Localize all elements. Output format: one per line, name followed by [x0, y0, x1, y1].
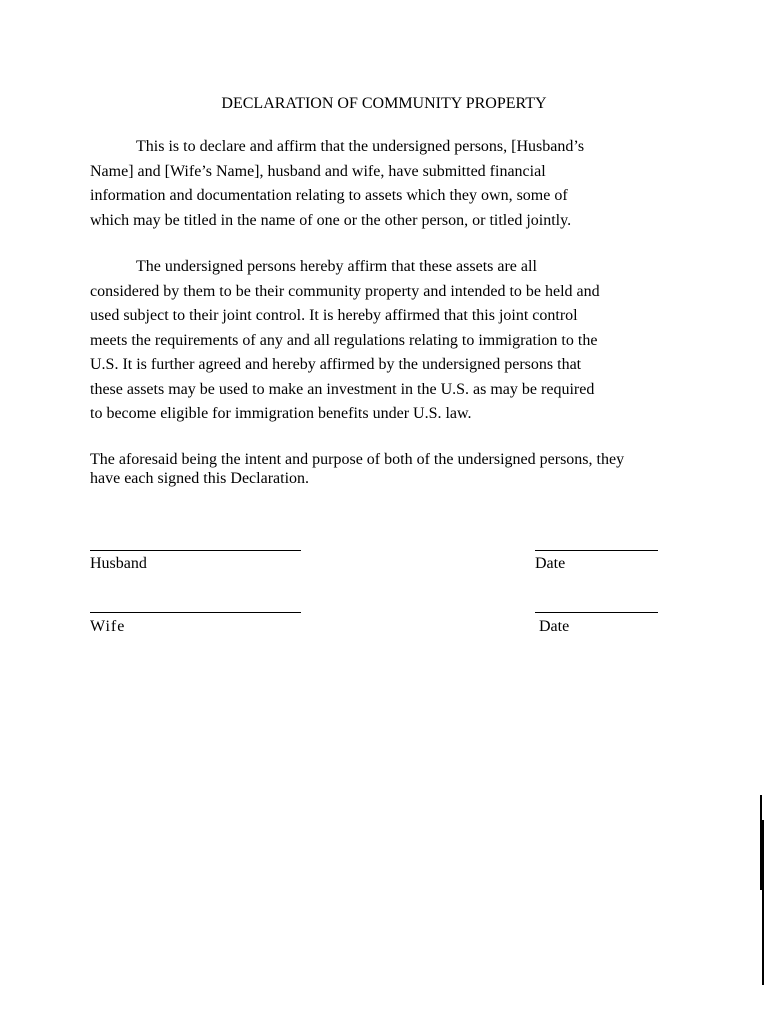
paragraph-line: have each signed this Declaration. [90, 470, 310, 487]
paragraph-line: The undersigned persons hereby affirm that these assets are all [136, 258, 537, 275]
paragraph-intent [90, 450, 624, 488]
paragraph-line: Name] and [Wife’s Name], husband and wife, have submitted financial [90, 162, 546, 180]
paragraph-line: U.S. It is further agreed and hereby affirmed by the undersigned persons that [90, 356, 582, 373]
wife-label: Wife [90, 618, 126, 635]
paragraph-line: The aforesaid being the intent and purpose of both of the undersigned persons, they [90, 451, 625, 468]
paragraph-line: considered by them to be their community property and intended to be held and [90, 282, 600, 300]
husband-date-line[interactable] [535, 550, 658, 551]
husband-label: Husband [90, 555, 147, 572]
page-edge-mark [762, 820, 764, 985]
paragraph-declaration [90, 135, 584, 233]
paragraph-line: used subject to their joint control. It is hereby affirmed that this joint control [90, 307, 578, 324]
husband-signature-line[interactable] [90, 550, 301, 551]
wife-date-label: Date [539, 618, 570, 635]
wife-signature-line[interactable] [90, 612, 301, 613]
paragraph-line: This is to declare and affirm that the undersigned persons, [Husband’s [136, 138, 585, 155]
paragraph-line: to become eligible for immigration benefits under U.S. law. [90, 405, 472, 422]
paragraph-line: which may be titled in the name of one or the other person, or titled jointly. [90, 211, 572, 229]
husband-date-label: Date [535, 555, 566, 572]
paragraph-line: these assets may be used to make an investment in the U.S. as may be required [90, 380, 595, 398]
paragraph-affirmation [90, 255, 600, 427]
paragraph-line: meets the requirements of any and all regulations relating to immigration to the [90, 331, 598, 349]
wife-date-line[interactable] [535, 612, 658, 613]
paragraph-line: information and documentation relating to assets which they own, some of [90, 187, 568, 204]
document-title: DECLARATION OF COMMUNITY PROPERTY [221, 95, 547, 112]
